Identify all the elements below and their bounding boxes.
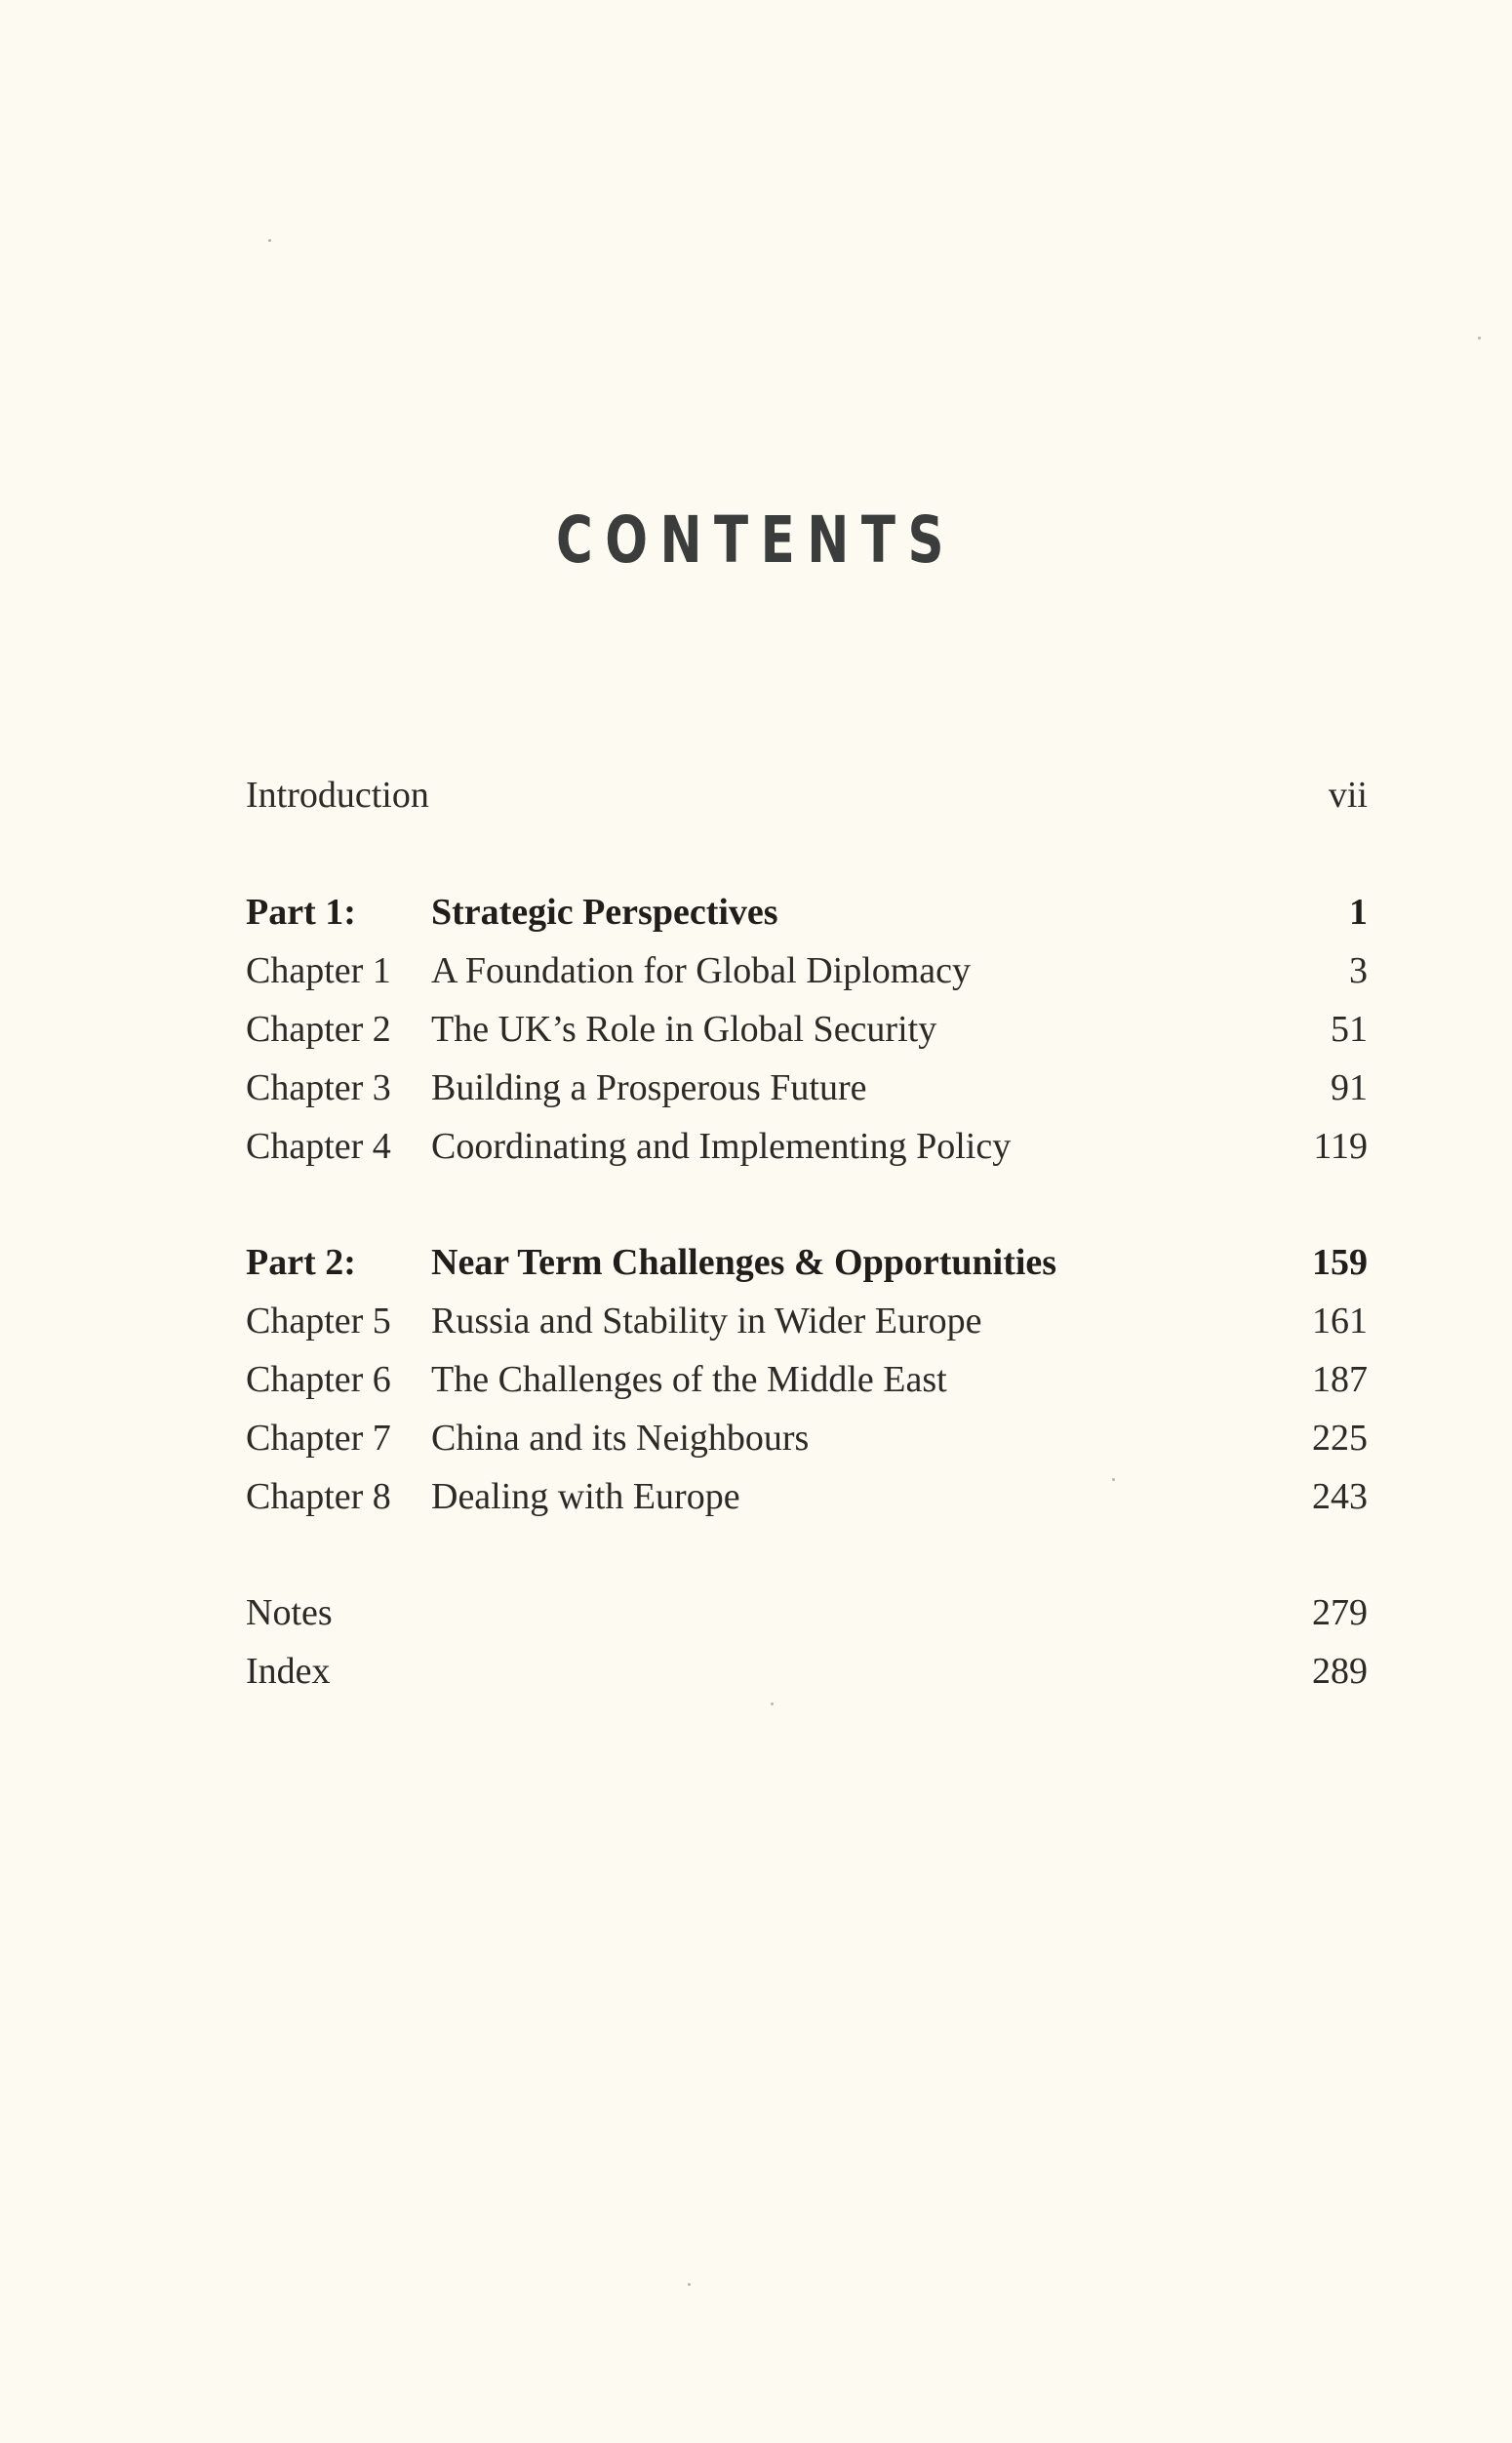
chapter-label: Chapter 2 [246, 1009, 391, 1050]
page-number: 1 [1349, 892, 1368, 933]
toc-chapter-8[interactable] [246, 1467, 1368, 1526]
chapter-title: The Challenges of the Middle East [431, 1359, 947, 1400]
chapter-label: Chapter 8 [246, 1476, 391, 1517]
scan-speck [1112, 1478, 1115, 1481]
entry-label: Introduction [246, 775, 429, 816]
entry-label: Index [246, 1651, 331, 1692]
page-number: 119 [1313, 1126, 1368, 1167]
toc-chapter-1[interactable] [246, 941, 1368, 1000]
chapter-title: Russia and Stability in Wider Europe [431, 1301, 982, 1342]
scan-speck [688, 2283, 691, 2286]
toc-chapter-4[interactable] [246, 1117, 1368, 1176]
entry-label: Notes [246, 1592, 333, 1633]
page-number: 3 [1349, 950, 1368, 991]
chapter-title: Building a Prosperous Future [431, 1067, 867, 1108]
toc-entry-introduction[interactable] [246, 766, 1368, 824]
toc-chapter-2[interactable] [246, 1000, 1368, 1059]
page-title: CONTENTS [555, 502, 957, 578]
chapter-label: Chapter 7 [246, 1418, 391, 1459]
part-title: Strategic Perspectives [431, 892, 778, 933]
page-number: 51 [1331, 1009, 1368, 1050]
page-number: 187 [1312, 1359, 1368, 1400]
scan-speck [771, 1702, 774, 1705]
toc-chapter-6[interactable] [246, 1350, 1368, 1409]
page-number: 159 [1312, 1242, 1368, 1283]
chapter-title: The UK’s Role in Global Security [431, 1009, 937, 1050]
scan-speck [1478, 337, 1481, 340]
chapter-label: Chapter 4 [246, 1126, 391, 1167]
page-number: 279 [1312, 1592, 1368, 1633]
page-number: 225 [1312, 1418, 1368, 1459]
toc-chapter-5[interactable] [246, 1292, 1368, 1350]
page-number: 91 [1331, 1067, 1368, 1108]
page-number: 161 [1312, 1301, 1368, 1342]
chapter-label: Chapter 6 [246, 1359, 391, 1400]
chapter-title: China and its Neighbours [431, 1418, 810, 1459]
page-number: vii [1328, 775, 1368, 816]
page-number: 289 [1312, 1651, 1368, 1692]
part-label: Part 1: [246, 892, 356, 933]
part-title: Near Term Challenges & Opportunities [431, 1242, 1057, 1283]
toc-chapter-7[interactable] [246, 1409, 1368, 1467]
toc-part-2[interactable] [246, 1233, 1368, 1292]
chapter-title: A Foundation for Global Diplomacy [431, 950, 972, 991]
toc-part-1[interactable] [246, 883, 1368, 941]
chapter-label: Chapter 1 [246, 950, 391, 991]
chapter-title: Coordinating and Implementing Policy [431, 1126, 1012, 1167]
scan-speck [268, 239, 271, 242]
toc-chapter-3[interactable] [246, 1059, 1368, 1117]
part-label: Part 2: [246, 1242, 356, 1283]
chapter-title: Dealing with Europe [431, 1476, 740, 1517]
chapter-label: Chapter 3 [246, 1067, 391, 1108]
toc-entry-index[interactable] [246, 1642, 1368, 1701]
page-number: 243 [1312, 1476, 1368, 1517]
chapter-label: Chapter 5 [246, 1301, 391, 1342]
toc-entry-notes[interactable] [246, 1583, 1368, 1642]
